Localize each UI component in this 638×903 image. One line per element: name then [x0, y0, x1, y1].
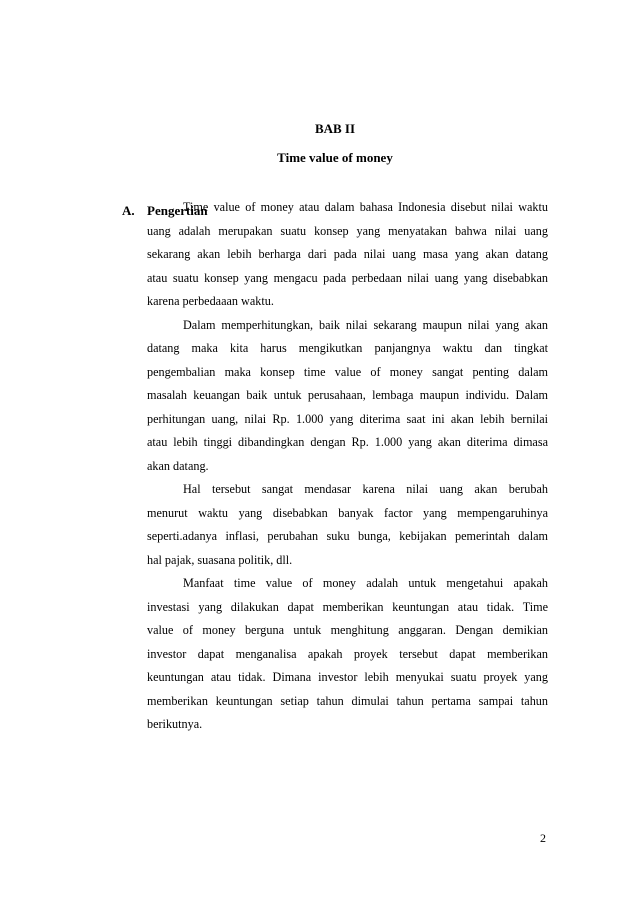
- paragraph-line: Dalam memperhitungkan, baik nilai sekarang maupun nilai yang akan: [183, 317, 548, 332]
- paragraph-line: hal pajak, suasana politik, dll.: [147, 552, 293, 567]
- paragraph-line: uang adalah merupakan suatu konsep yang menyatakan bahwa nilai uang: [147, 223, 548, 238]
- paragraph-line: perhitungan uang, nilai Rp. 1.000 yang diterima saat ini akan lebih bernilai: [147, 411, 548, 426]
- paragraph-line: datang maka kita harus mengikutkan panjangnya waktu dan tingkat: [147, 341, 548, 355]
- paragraph-line: value of money berguna untuk menghitung anggaran. Dengan demikian: [147, 623, 548, 637]
- section-title: Pengertian: [147, 203, 208, 218]
- page-number: 2: [540, 831, 546, 845]
- paragraph-line: investasi yang dilakukan dapat memberikan keuntungan atau tidak. Time: [147, 599, 548, 614]
- paragraph-line: sekarang akan lebih berharga dari pada nilai uang masa yang akan datang: [147, 247, 548, 261]
- paragraph-line: atau suatu konsep yang mengacu pada perbedaan nilai uang yang disebabkan: [147, 270, 548, 285]
- paragraph-line: Hal tersebut sangat mendasar karena nilai uang akan berubah: [183, 482, 548, 496]
- paragraph: [147, 572, 548, 737]
- paragraph-line: pengembalian maka konsep time value of money sangat penting dalam: [147, 364, 548, 379]
- paragraph-line: seperti.adanya inflasi, perubahan suku bunga, kebijakan pemerintah dalam: [147, 529, 548, 543]
- paragraph-line: investor dapat menganalisa apakah proyek tersebut dapat memberikan: [147, 646, 548, 661]
- paragraph-line: akan datang.: [147, 458, 209, 473]
- paragraph-line: berikutnya.: [147, 717, 203, 731]
- paragraph-line: Time value of money atau dalam bahasa Indonesia disebut nilai waktu: [183, 200, 548, 214]
- chapter-title: Time value of money: [277, 150, 393, 165]
- paragraph: [147, 314, 548, 479]
- paragraph-line: masalah keuangan baik untuk perusahaan, lembaga maupun individu. Dalam: [147, 388, 548, 402]
- paragraph: [147, 196, 548, 314]
- paragraph-line: karena perbedaaan waktu.: [147, 294, 274, 308]
- paragraph-line: Manfaat time value of money adalah untuk mengetahui apakah: [183, 576, 548, 590]
- section-number: A.: [122, 203, 135, 218]
- body-text: [147, 196, 548, 737]
- paragraph-line: menurut waktu yang disebabkan banyak factor yang mempengaruhinya: [147, 505, 548, 520]
- chapter-label: BAB II: [314, 121, 356, 136]
- paragraph: [147, 478, 548, 572]
- paragraph-line: keuntungan atau tidak. Dimana investor lebih menyukai suatu proyek yang: [147, 670, 548, 684]
- paragraph-line: memberikan keuntungan setiap tahun dimulai tahun pertama sampai tahun: [147, 693, 548, 708]
- paragraph-line: atau lebih tinggi dibandingkan dengan Rp. 1.000 yang akan diterima dimasa: [147, 435, 548, 449]
